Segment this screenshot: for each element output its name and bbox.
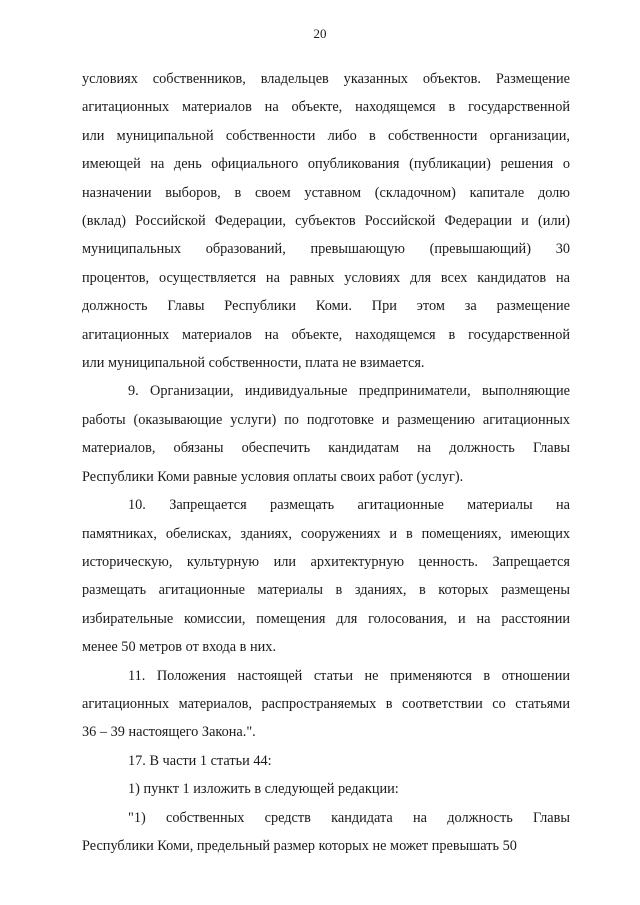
paragraph-p17-1 — [82, 775, 570, 803]
text-line: муниципальных образований, превышающую (превышающий) 30 — [82, 241, 570, 258]
page-number: 20 — [313, 26, 327, 41]
text-line: менее 50 метров от входа в них. — [82, 639, 277, 656]
text-line: агитационных материалов, распространяемых в соответствии со статьями — [82, 695, 570, 712]
text-line: 11. Положения настоящей статьи не применяются в отношении — [128, 667, 570, 684]
text-line: Республики Коми равные условия оплаты своих работ (услуг). — [82, 468, 464, 485]
text-line: условиях собственников, владельцев указанных объектов. Размещение — [82, 71, 570, 87]
text-line: Республики Коми, предельный размер которых не может превышать 50 — [82, 837, 517, 854]
text-line: памятниках, обелисках, зданиях, сооружениях и в помещениях, имеющих — [82, 525, 570, 542]
text-line: материалов, обязаны обеспечить кандидатам на должность Главы — [82, 440, 570, 457]
text-line: избирательные комиссии, помещения для голосования, и на расстоянии — [82, 610, 570, 627]
text-line: или муниципальной собственности либо в собственности организации, — [82, 127, 570, 144]
text-line: или муниципальной собственности, плата не взимается. — [82, 355, 425, 372]
text-line: должность Главы Республики Коми. При этом за размещение — [82, 298, 570, 315]
document-body — [82, 65, 570, 860]
text-line: (вклад) Российской Федерации, субъектов Российской Федерации и (или) — [82, 213, 570, 230]
text-line: агитационных материалов на объекте, находящемся в государственной — [82, 326, 570, 343]
text-line: 9. Организации, индивидуальные предприниматели, выполняющие — [128, 383, 570, 400]
text-line: назначении выборов, в своем уставном (складочном) капитале долю — [82, 184, 570, 201]
paragraph-p10 — [82, 491, 570, 661]
text-line: размещать агитационные материалы в зданиях, в которых размещены — [82, 582, 570, 599]
paragraph-p17 — [82, 747, 570, 775]
text-line: "1) собственных средств кандидата на должность Главы — [128, 809, 570, 826]
text-line: 1) пункт 1 изложить в следующей редакции: — [128, 781, 399, 798]
text-line: агитационных материалов на объекте, находящемся в государственной — [82, 99, 570, 116]
text-line: 17. В части 1 статьи 44: — [128, 752, 272, 769]
text-line: историческую, культурную или архитектурную ценность. Запрещается — [82, 553, 570, 570]
text-line: имеющей на день официального опубликования (публикации) решения о — [82, 156, 570, 173]
paragraph-p11 — [82, 662, 570, 747]
paragraph-p17-quote — [82, 804, 570, 861]
paragraph-p9 — [82, 377, 570, 491]
text-line: 10. Запрещается размещать агитационные материалы на — [128, 497, 570, 514]
text-line: работы (оказывающие услуги) по подготовке и размещению агитационных — [82, 411, 570, 428]
text-line: 36 – 39 настоящего Закона.". — [82, 724, 256, 741]
paragraph-p-cont — [82, 65, 570, 377]
text-line: процентов, осуществляется на равных условиях для всех кандидатов на — [82, 269, 570, 286]
